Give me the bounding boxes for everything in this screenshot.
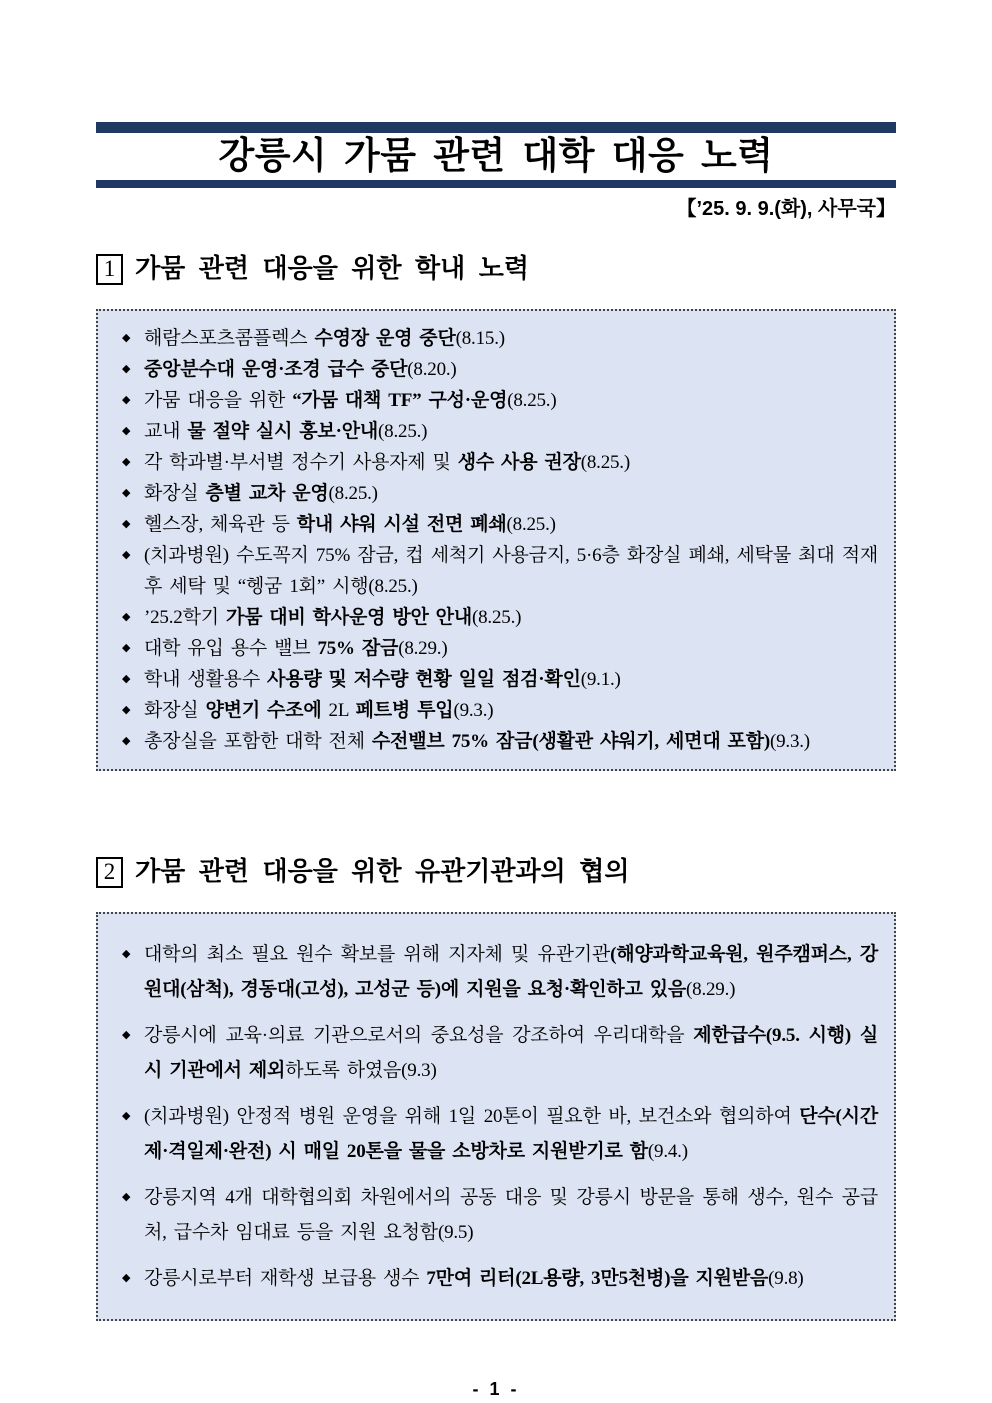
section-1-bullet-box: [96, 309, 896, 771]
diamond-bullet-icon: ◆: [122, 1191, 131, 1203]
list-item: [114, 478, 878, 509]
diamond-bullet-icon: ◆: [122, 394, 131, 406]
list-item-text: 중앙분수대 운영·조경 급수 중단(8.20.): [144, 359, 457, 380]
diamond-bullet-icon: ◆: [122, 704, 131, 716]
diamond-bullet-icon: ◆: [122, 642, 131, 654]
list-item: [114, 1261, 878, 1296]
section-1-heading: [96, 252, 896, 286]
list-item: [114, 509, 878, 540]
list-item-text: 대학 유입 용수 밸브 75% 잠금(8.29.): [144, 638, 448, 659]
diamond-bullet-icon: ◆: [122, 1110, 131, 1122]
list-item-text: (치과병원) 수도꼭지 75% 잠금, 컵 세척기 사용금지, 5·6층 화장실 폐쇄, 세탁물 최대 적재 후 세탁 및 “헹굼 1회” 시행(8.25.): [144, 545, 878, 597]
list-item-text: 강릉시에 교육·의료 기관으로서의 중요성을 강조하여 우리대학을 제한급수(9.5. 시행) 실시 기관에서 제외하도록 하였음(9.3): [144, 1025, 878, 1081]
list-item: [114, 1180, 878, 1250]
page-number: - 1 -: [472, 1379, 520, 1399]
title-bottom-rule: [96, 180, 896, 188]
section-2-number-box: 2: [96, 857, 123, 888]
diamond-bullet-icon: ◆: [122, 611, 131, 623]
document-header: [96, 122, 896, 221]
list-item: [114, 540, 878, 602]
diamond-bullet-icon: ◆: [122, 673, 131, 685]
list-item-text: 강릉지역 4개 대학협의회 차원에서의 공동 대응 및 강릉시 방문을 통해 생수, 원수 공급처, 급수차 임대료 등을 지원 요청함(9.5): [144, 1187, 878, 1243]
diamond-bullet-icon: ◆: [122, 948, 131, 960]
list-item-text: (치과병원) 안정적 병원 운영을 위해 1일 20톤이 필요한 바, 보건소와 협의하여 단수(시간제·격일제·완전) 시 매일 20톤을 물을 소방차로 지원받기로 함(9.4.): [144, 1106, 878, 1162]
list-item: [114, 354, 878, 385]
list-item-text: 강릉시로부터 재학생 보급용 생수 7만여 리터(2L용량, 3만5천병)을 지원받음(9.8): [144, 1268, 804, 1289]
diamond-bullet-icon: ◆: [122, 363, 131, 375]
document-title: 강릉시 가뭄 관련 대학 대응 노력: [218, 135, 774, 176]
section-2-bullet-box: [96, 912, 896, 1321]
diamond-bullet-icon: ◆: [122, 332, 131, 344]
dateline: 【’25. 9. 9.(화), 사무국】: [676, 198, 896, 220]
list-item: [114, 323, 878, 354]
section-2-item-list: [114, 937, 878, 1296]
diamond-bullet-icon: ◆: [122, 425, 131, 437]
list-item-text: 헬스장, 체육관 등 학내 샤워 시설 전면 폐쇄(8.25.): [144, 514, 556, 535]
list-item: [114, 633, 878, 664]
diamond-bullet-icon: ◆: [122, 487, 131, 499]
list-item: [114, 664, 878, 695]
list-item: [114, 1099, 878, 1169]
section-1-title: 가뭄 관련 대응을 위한 학내 노력: [135, 254, 530, 283]
diamond-bullet-icon: ◆: [122, 549, 131, 561]
list-item: [114, 416, 878, 447]
section-1-number-box: 1: [96, 254, 123, 285]
list-item-text: 해람스포츠콤플렉스 수영장 운영 중단(8.15.): [144, 328, 505, 349]
section-1-item-list: [114, 323, 878, 757]
diamond-bullet-icon: ◆: [122, 735, 131, 747]
diamond-bullet-icon: ◆: [122, 1029, 131, 1041]
list-item-text: 화장실 층별 교차 운영(8.25.): [144, 483, 378, 504]
list-item: [114, 447, 878, 478]
diamond-bullet-icon: ◆: [122, 1272, 131, 1284]
list-item-text: 대학의 최소 필요 원수 확보를 위해 지자체 및 유관기관(해양과학교육원, 원주캠퍼스, 강원대(삼척), 경동대(고성), 고성군 등)에 지원을 요청·확인하고 있음(8.29.): [144, 944, 878, 1000]
list-item: [114, 726, 878, 757]
title-top-rule: [96, 122, 896, 133]
list-item: [114, 695, 878, 726]
section-campus-efforts: [96, 252, 896, 771]
list-item-text: 교내 물 절약 실시 홍보·안내(8.25.): [144, 421, 428, 442]
list-item-text: ’25.2학기 가뭄 대비 학사운영 방안 안내(8.25.): [144, 607, 522, 628]
diamond-bullet-icon: ◆: [122, 456, 131, 468]
list-item: [114, 385, 878, 416]
page-footer: [96, 1379, 896, 1400]
diamond-bullet-icon: ◆: [122, 518, 131, 530]
list-item: [114, 937, 878, 1007]
list-item-text: 학내 생활용수 사용량 및 저수량 현황 일일 점검·확인(9.1.): [144, 669, 621, 690]
list-item-text: 화장실 양변기 수조에 2L 페트병 투입(9.3.): [144, 700, 494, 721]
list-item: [114, 1018, 878, 1088]
list-item: [114, 602, 878, 633]
list-item-text: 가뭄 대응을 위한 “가뭄 대책 TF” 구성·운영(8.25.): [144, 390, 557, 411]
section-agency-consultation: [96, 855, 896, 1321]
section-2-heading: [96, 855, 896, 889]
section-2-title: 가뭄 관련 대응을 위한 유관기관과의 협의: [135, 857, 630, 886]
list-item-text: 각 학과별·부서별 정수기 사용자제 및 생수 사용 권장(8.25.): [144, 452, 630, 473]
list-item-text: 총장실을 포함한 대학 전체 수전밸브 75% 잠금(생활관 샤워기, 세면대 포함)(9.3.): [144, 731, 810, 752]
